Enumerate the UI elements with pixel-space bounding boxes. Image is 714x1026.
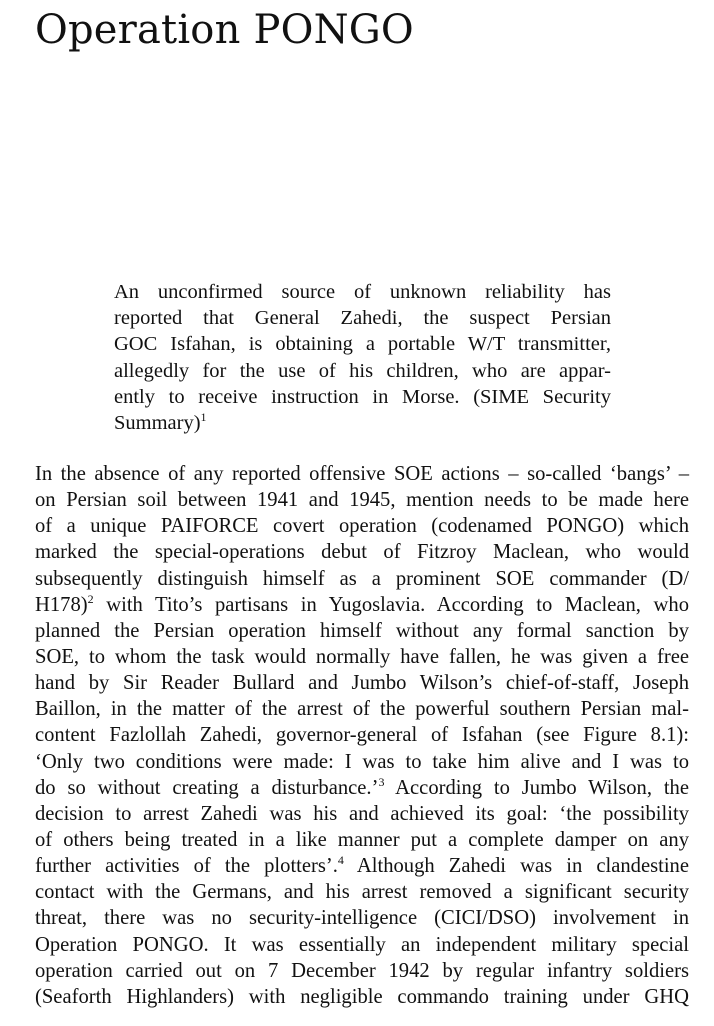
- body-line: (Seaforth Highlanders) with negligible commando training under GHQ: [35, 985, 689, 1008]
- epigraph-line: allegedly for the use of his children, who are appar-: [114, 359, 611, 382]
- footnote-marker-4[interactable]: 4: [337, 853, 344, 868]
- body-line: ‘Only two conditions were made: I was to take him alive and I was to: [35, 750, 689, 773]
- body-line-part: H178): [35, 593, 88, 616]
- body-line: marked the special-operations debut of Fitzroy Maclean, who would: [35, 541, 689, 564]
- body-line: [35, 775, 689, 801]
- footnote-marker-1[interactable]: 1: [200, 409, 207, 424]
- body-line-part: with Tito’s partisans in Yugoslavia. According to Maclean, who: [93, 593, 689, 616]
- epigraph-line: GOC Isfahan, is obtaining a portable W/T transmitter,: [114, 333, 611, 356]
- body-line: SOE, to whom the task would normally have fallen, he was given a free: [35, 645, 689, 668]
- body-line: decision to arrest Zahedi was his and achieved its goal: ‘the possibility: [35, 802, 689, 825]
- epigraph-line: ently to receive instruction in Morse. (SIME Security: [114, 385, 611, 408]
- body-line: In the absence of any reported offensive SOE actions – so-called ‘bangs’ –: [35, 463, 689, 485]
- body-line: Operation PONGO. It was essentially an independent military special: [35, 933, 689, 956]
- epigraph-line: reported that General Zahedi, the suspect Persian: [114, 307, 611, 330]
- body-paragraph: [35, 461, 689, 1010]
- body-line: hand by Sir Reader Bullard and Jumbo Wilson’s chief-of-staff, Joseph: [35, 672, 689, 695]
- body-line: subsequently distinguish himself as a prominent SOE commander (D/: [35, 567, 689, 590]
- body-line-part: Although Zahedi was in clandestine: [343, 855, 689, 878]
- body-line-part: further activities of the plotters’.: [35, 855, 338, 878]
- body-line: Baillon, in the matter of the arrest of the powerful southern Persian mal-: [35, 698, 689, 721]
- epigraph-quote: [114, 279, 611, 436]
- body-line: [35, 592, 689, 618]
- epigraph-last-line: [114, 410, 611, 436]
- body-line: of a unique PAIFORCE covert operation (codenamed PONGO) which: [35, 515, 689, 538]
- body-line: operation carried out on 7 December 1942 by regular infantry soldiers: [35, 959, 689, 982]
- body-line: planned the Persian operation himself without any formal sanction by: [35, 619, 689, 642]
- body-line: [35, 853, 689, 879]
- body-line-part: According to Jumbo Wilson, the: [384, 776, 689, 799]
- body-line: content Fazlollah Zahedi, governor-general of Isfahan (see Figure 8.1):: [35, 724, 689, 747]
- body-line: threat, there was no security-intelligence (CICI/DSO) involvement in: [35, 907, 689, 930]
- body-line: on Persian soil between 1941 and 1945, mention needs to be made here: [35, 489, 689, 512]
- footnote-marker-3[interactable]: 3: [378, 774, 385, 789]
- body-line-part: do so without creating a disturbance.’: [35, 776, 379, 799]
- page-title: Operation PONGO: [35, 7, 414, 53]
- footnote-marker-2[interactable]: 2: [87, 591, 94, 606]
- body-line: of others being treated in a like manner put a complete damper on any: [35, 828, 689, 851]
- epigraph-source: Summary): [114, 411, 201, 434]
- epigraph-line: An unconfirmed source of unknown reliability has: [114, 281, 611, 303]
- body-line: contact with the Germans, and his arrest removed a significant security: [35, 881, 689, 904]
